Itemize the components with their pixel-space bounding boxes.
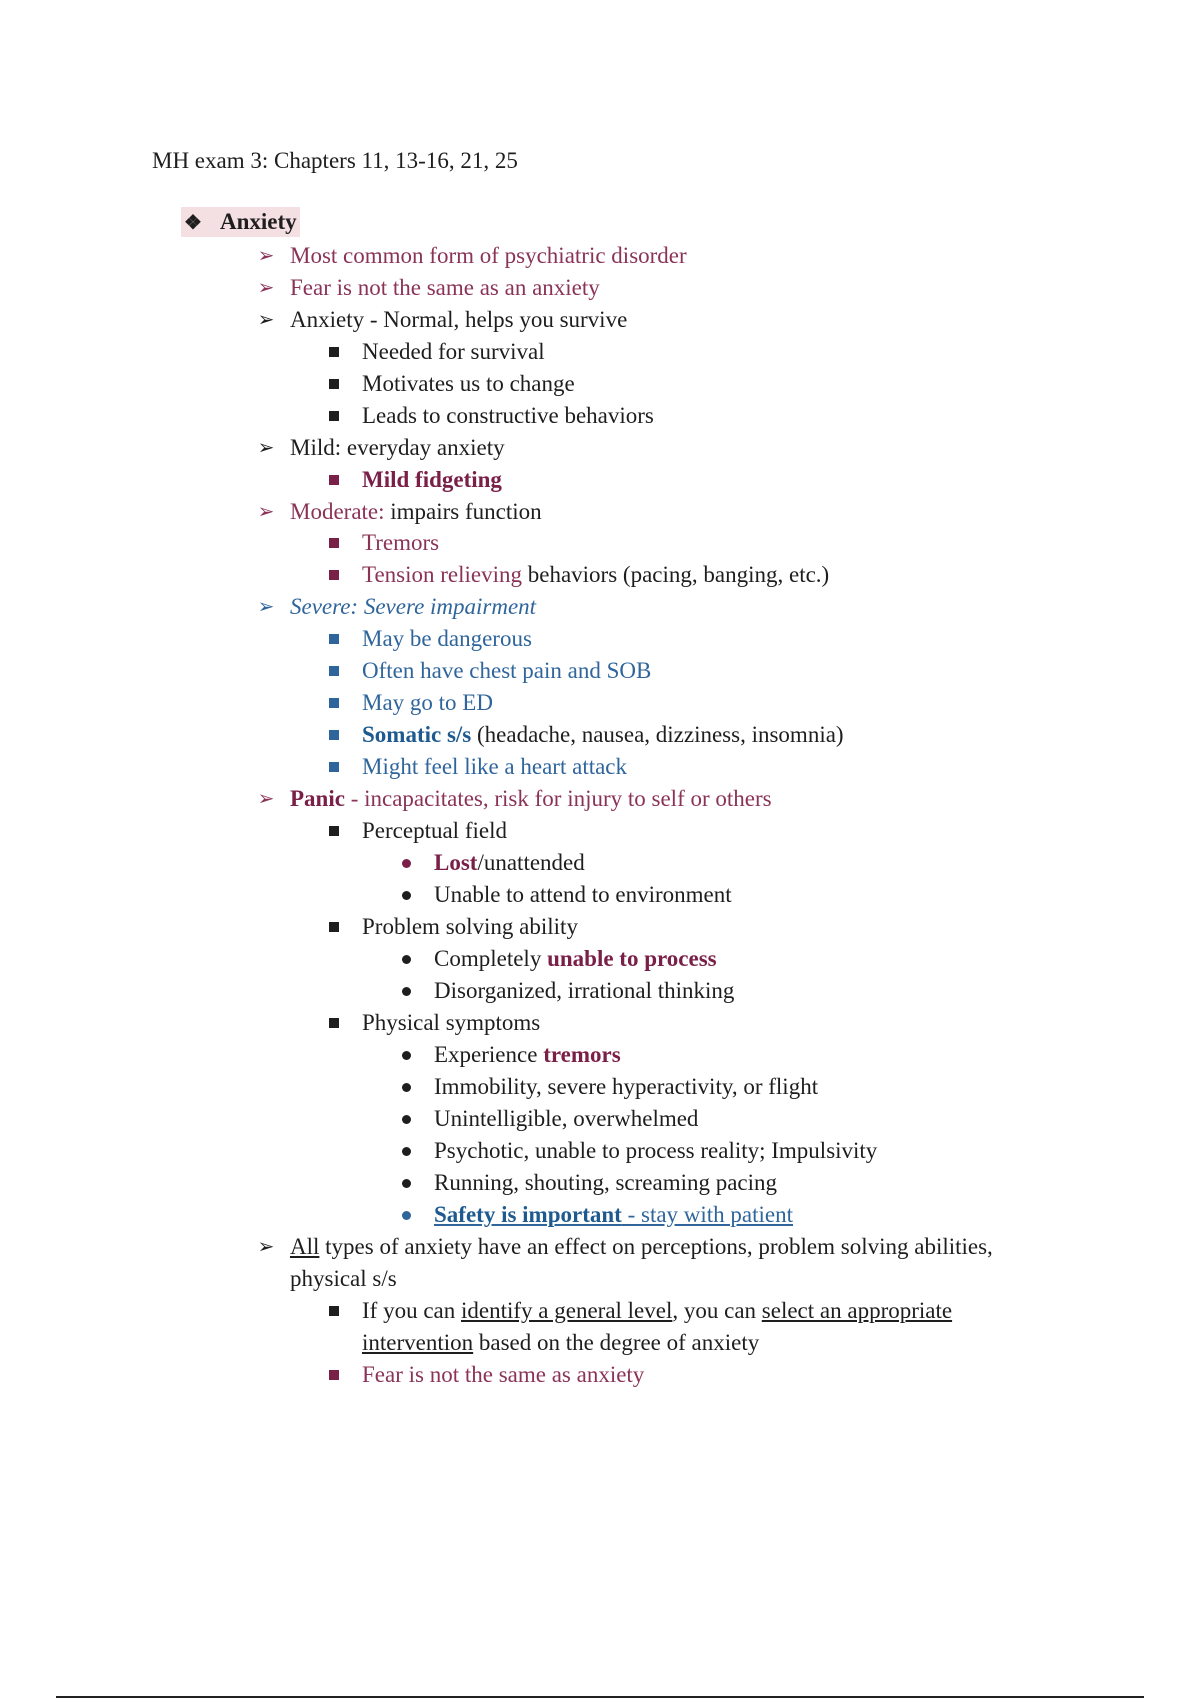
dot-bullet-icon xyxy=(402,1211,411,1220)
list-item xyxy=(0,1167,1200,1199)
square-bullet-icon xyxy=(329,922,339,932)
list-item-text: Tension relieving behaviors (pacing, banging, etc.) xyxy=(362,562,830,587)
list-item xyxy=(0,719,1200,751)
list-item xyxy=(0,1071,1200,1103)
list-item-text: Leads to constructive behaviors xyxy=(362,403,654,428)
section-heading xyxy=(181,207,300,237)
arrow-bullet-icon: ➢ xyxy=(257,309,275,331)
list-item-text: Disorganized, irrational thinking xyxy=(434,978,735,1003)
list-item-text: Fear is not the same as anxiety xyxy=(362,1362,645,1387)
list-item-text: Psychotic, unable to process reality; Impulsivity xyxy=(434,1138,878,1163)
list-item xyxy=(0,975,1200,1007)
list-item-text: Needed for survival xyxy=(362,339,545,364)
square-bullet-icon xyxy=(329,411,339,421)
list-item-text: Moderate: impairs function xyxy=(290,499,542,524)
list-item-text: If you can identify a general level, you can select an appropriate xyxy=(362,1298,953,1323)
list-item xyxy=(0,815,1200,847)
list-item xyxy=(0,687,1200,719)
arrow-bullet-icon: ➢ xyxy=(257,245,275,267)
list-item xyxy=(0,1039,1200,1071)
list-item xyxy=(0,943,1200,975)
list-item xyxy=(0,1135,1200,1167)
list-item-text: Might feel like a heart attack xyxy=(362,754,628,779)
list-item xyxy=(0,368,1200,400)
dot-bullet-icon xyxy=(402,955,411,964)
dot-bullet-icon xyxy=(402,1115,411,1124)
list-item-text: Tremors xyxy=(362,530,440,555)
list-item-text: Safety is important - stay with patient xyxy=(434,1202,794,1227)
list-item xyxy=(0,1231,1200,1263)
list-item-text: May go to ED xyxy=(362,690,493,715)
list-item-continuation xyxy=(0,1263,1200,1295)
list-item xyxy=(0,783,1200,815)
arrow-bullet-icon: ➢ xyxy=(257,437,275,459)
square-bullet-icon xyxy=(329,570,339,580)
dot-bullet-icon xyxy=(402,987,411,996)
list-item-text: Immobility, severe hyperactivity, or flight xyxy=(434,1074,819,1099)
list-item-text: intervention based on the degree of anxiety xyxy=(362,1330,760,1355)
list-item xyxy=(0,751,1200,783)
page-title: MH exam 3: Chapters 11, 13-16, 21, 25 xyxy=(152,148,518,173)
list-item-text: Panic - incapacitates, risk for injury to self or others xyxy=(290,786,772,811)
square-bullet-icon xyxy=(329,762,339,772)
square-bullet-icon xyxy=(329,538,339,548)
list-item-text: Motivates us to change xyxy=(362,371,575,396)
list-item xyxy=(0,1295,1200,1327)
list-item-text: Running, shouting, screaming pacing xyxy=(434,1170,778,1195)
list-item-text: Mild fidgeting xyxy=(362,467,502,492)
section-heading-label: Anxiety xyxy=(220,209,297,234)
square-bullet-icon xyxy=(329,634,339,644)
list-item-text: All types of anxiety have an effect on perceptions, problem solving abilities, xyxy=(290,1234,993,1259)
list-item-text: Somatic s/s (headache, nausea, dizziness, insomnia) xyxy=(362,722,844,747)
list-item xyxy=(0,655,1200,687)
list-item xyxy=(0,1007,1200,1039)
dot-bullet-icon xyxy=(402,1051,411,1060)
list-item xyxy=(0,1199,1200,1231)
list-item xyxy=(0,527,1200,559)
list-item xyxy=(0,911,1200,943)
list-item xyxy=(0,432,1200,464)
square-bullet-icon xyxy=(329,1306,339,1316)
list-item-text: physical s/s xyxy=(290,1266,397,1291)
list-item-text: Often have chest pain and SOB xyxy=(362,658,652,683)
square-bullet-icon xyxy=(329,1018,339,1028)
list-item-text: Problem solving ability xyxy=(362,914,578,939)
dot-bullet-icon xyxy=(402,1179,411,1188)
square-bullet-icon xyxy=(329,379,339,389)
square-bullet-icon xyxy=(329,666,339,676)
dot-bullet-icon xyxy=(402,891,411,900)
list-item xyxy=(0,879,1200,911)
list-item-text: Most common form of psychiatric disorder xyxy=(290,243,687,268)
list-item-text: Fear is not the same as an anxiety xyxy=(290,275,600,300)
list-item-text: Lost/unattended xyxy=(434,850,585,875)
page-bottom-rule xyxy=(56,1696,1144,1698)
list-item xyxy=(0,623,1200,655)
arrow-bullet-icon: ➢ xyxy=(257,788,275,810)
list-item xyxy=(0,496,1200,528)
arrow-bullet-icon: ➢ xyxy=(257,596,275,618)
list-item xyxy=(0,847,1200,879)
square-bullet-icon xyxy=(329,475,339,485)
list-item-text: Severe: Severe impairment xyxy=(290,594,537,619)
list-item-text: Unable to attend to environment xyxy=(434,882,732,907)
list-item xyxy=(0,304,1200,336)
list-item xyxy=(0,400,1200,432)
list-item xyxy=(0,336,1200,368)
list-item-text: Unintelligible, overwhelmed xyxy=(434,1106,699,1131)
list-item xyxy=(0,1359,1200,1391)
list-item xyxy=(0,559,1200,591)
square-bullet-icon xyxy=(329,347,339,357)
list-item-text: Completely unable to process xyxy=(434,946,717,971)
list-item-text: Physical symptoms xyxy=(362,1010,541,1035)
square-bullet-icon xyxy=(329,1370,339,1380)
list-item-continuation xyxy=(0,1327,1200,1359)
square-bullet-icon xyxy=(329,730,339,740)
list-item xyxy=(0,591,1200,623)
list-item xyxy=(0,1103,1200,1135)
list-item-text: Mild: everyday anxiety xyxy=(290,435,505,460)
list-item xyxy=(0,240,1200,272)
list-item xyxy=(0,464,1200,496)
list-item-text: May be dangerous xyxy=(362,626,532,651)
square-bullet-icon xyxy=(329,826,339,836)
dot-bullet-icon xyxy=(402,859,411,868)
dot-bullet-icon xyxy=(402,1083,411,1092)
square-bullet-icon xyxy=(329,698,339,708)
diamond-bullet-icon: ❖ xyxy=(184,211,202,234)
arrow-bullet-icon: ➢ xyxy=(257,501,275,523)
list-item-text: Anxiety - Normal, helps you survive xyxy=(290,307,628,332)
list-item-text: Experience tremors xyxy=(434,1042,621,1067)
dot-bullet-icon xyxy=(402,1147,411,1156)
arrow-bullet-icon: ➢ xyxy=(257,277,275,299)
list-item xyxy=(0,272,1200,304)
arrow-bullet-icon: ➢ xyxy=(257,1236,275,1258)
list-item-text: Perceptual field xyxy=(362,818,507,843)
